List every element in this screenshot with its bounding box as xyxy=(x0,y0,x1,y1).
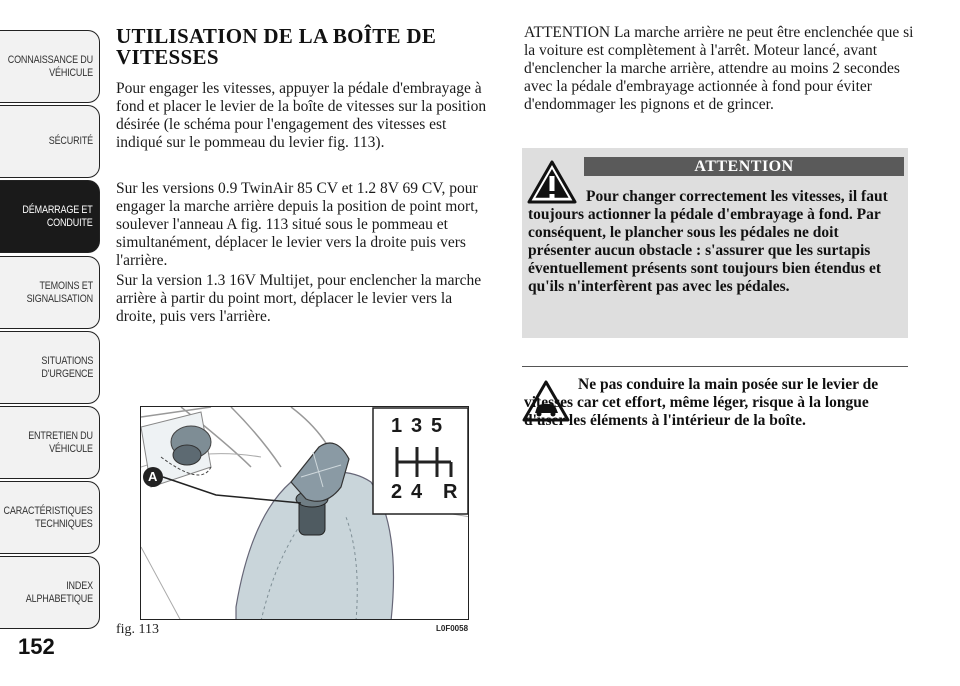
gear-label-1: 1 xyxy=(391,415,403,437)
figure-code: L0F0058 xyxy=(436,624,469,633)
tab-securite[interactable] xyxy=(0,105,100,178)
tab-label: CONNAISSANCE DU VÉHICULE xyxy=(7,53,93,79)
tab-situations-d-urgence[interactable] xyxy=(0,331,100,404)
page-number: 152 xyxy=(18,634,55,659)
gear-label-3: 3 xyxy=(411,415,423,437)
note-text: Ne pas conduire la main posée sur le levier de vitesses car cet effort, même léger, risque à la longue d'user les éléments à l'intérieur de la boîte. xyxy=(524,376,879,429)
tab-label: TEMOINS ET SIGNALISATION xyxy=(26,279,93,305)
tab-label: SITUATIONS D'URGENCE xyxy=(41,354,93,380)
callout-a: A xyxy=(148,469,158,484)
tab-demarrage-et-conduite[interactable] xyxy=(0,180,100,253)
tab-entretien-du-vehicule[interactable] xyxy=(0,406,100,479)
gear-label-5: 5 xyxy=(431,415,443,437)
gear-label-4: 4 xyxy=(411,481,423,503)
tab-label: SÉCURITÉ xyxy=(48,135,93,147)
tab-label: CARACTÉRISTIQUES TECHNIQUES xyxy=(3,504,93,530)
attention-paragraph: ATTENTION La marche arrière ne peut être enclenchée que si la voiture est complètement à l'arrêt. Moteur lancé, avant d'enclencher la marche arrière, attendre au moins 2 secondes avec la pédale d'embrayage actionnée à fond pour éviter d'endommager les pignons et de grincer. xyxy=(524,24,914,113)
tab-label: INDEX ALPHABETIQUE xyxy=(25,579,93,605)
tab-temoins-et-signalisation[interactable] xyxy=(0,256,100,329)
section-heading: UTILISATION DE LA BOÎTE DE VITESSES xyxy=(116,24,437,69)
tab-label: ENTRETIEN DU VÉHICULE xyxy=(28,429,93,455)
tab-label: DÉMARRAGE ET CONDUITE xyxy=(22,203,93,229)
tab-index-alphabetique[interactable] xyxy=(0,556,100,629)
tab-caracteristiques-techniques[interactable] xyxy=(0,481,100,554)
paragraph-reverse-twinair: Sur les versions 0.9 TwinAir 85 CV et 1.2 8V 69 CV, pour engager la marche arrière depuis la position de point mort, soulever l'anneau A fig. 113 situé sous le pommeau et simultanément, déplacer le levier vers la droite puis vers l'arrière. xyxy=(116,180,479,269)
paragraph-engage-gears: Pour engager les vitesses, appuyer la pédale d'embrayage à fond et placer le levier de la boîte de vitesses sur la position désirée (le schéma pour l'engagement des vitesses est indiqué sur le pommeau du levier fig. 113). xyxy=(116,80,487,151)
gearshift-illustration xyxy=(141,407,469,620)
gear-label-r: R xyxy=(443,481,458,503)
warning-text: Pour changer correctement les vitesses, il faut toujours actionner la pédale d'embrayage à fond. Par conséquent, le plancher sous les pédales ne doit présenter aucun obstacle : s'assurer que les surtapis éventuellement présents sont toujours bien étendus et qu'ils n'interfèrent pas avec les pédales. xyxy=(528,188,888,295)
gearshift-figure xyxy=(140,406,469,620)
figure-caption: fig. 113 xyxy=(116,622,160,637)
divider xyxy=(522,366,908,367)
gear-label-2: 2 xyxy=(391,481,403,503)
tab-connaissance-du-vehicule[interactable] xyxy=(0,30,100,103)
warning-title: ATTENTION xyxy=(584,157,904,176)
paragraph-reverse-multijet: Sur la version 1.3 16V Multijet, pour enclencher la marche arrière à partir du point mort, déplacer le levier vers la droite, puis vers l'arrière. xyxy=(116,272,482,325)
